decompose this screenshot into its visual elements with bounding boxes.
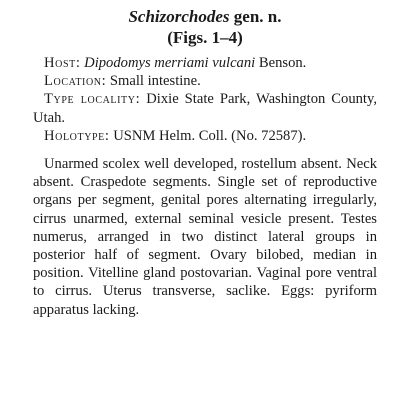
- genus-description: Unarmed scolex well developed, rostellum absent. Neck absent. Craspedote segments. Single set of reproductive organs per segment, genital pores alternating irregularly, cirrus unarmed, external seminal vesicle present. Testes numerus, arranged in two distinct lateral groups in posterior half of segment. Ovary bilobed, median in position. Vitelline gland postovarian. Vaginal pore ventral to cirrus. Uterus transverse, saclike. Eggs: pyriform apparatus lacking.: [33, 156, 377, 318]
- genus-title: [33, 6, 377, 27]
- host-line: [33, 54, 377, 72]
- host-authority: Benson.: [258, 55, 307, 71]
- holotype-value: USNM Helm. Coll. (No. 72587).: [113, 127, 307, 144]
- genus-suffix: gen. n.: [233, 7, 282, 26]
- host-value: Dipodomys merriami vulcani: [84, 55, 256, 71]
- location-line: [33, 72, 377, 90]
- holotype-line: [33, 127, 377, 145]
- figure-reference: (Figs. 1–4): [167, 28, 243, 47]
- location-label: Location:: [44, 73, 107, 90]
- type-locality-line: [33, 90, 377, 126]
- genus-name: Schizorchodes: [128, 7, 230, 26]
- type-locality-value: Dixie State Park, Washington County, Utah.: [33, 91, 377, 126]
- holotype-label: Holotype:: [44, 127, 110, 144]
- type-locality-label: Type locality:: [44, 91, 141, 108]
- type-data-block: [33, 54, 377, 145]
- host-label: Host:: [44, 55, 81, 71]
- taxon-heading: [33, 6, 377, 48]
- location-value: Small intestine.: [109, 73, 201, 90]
